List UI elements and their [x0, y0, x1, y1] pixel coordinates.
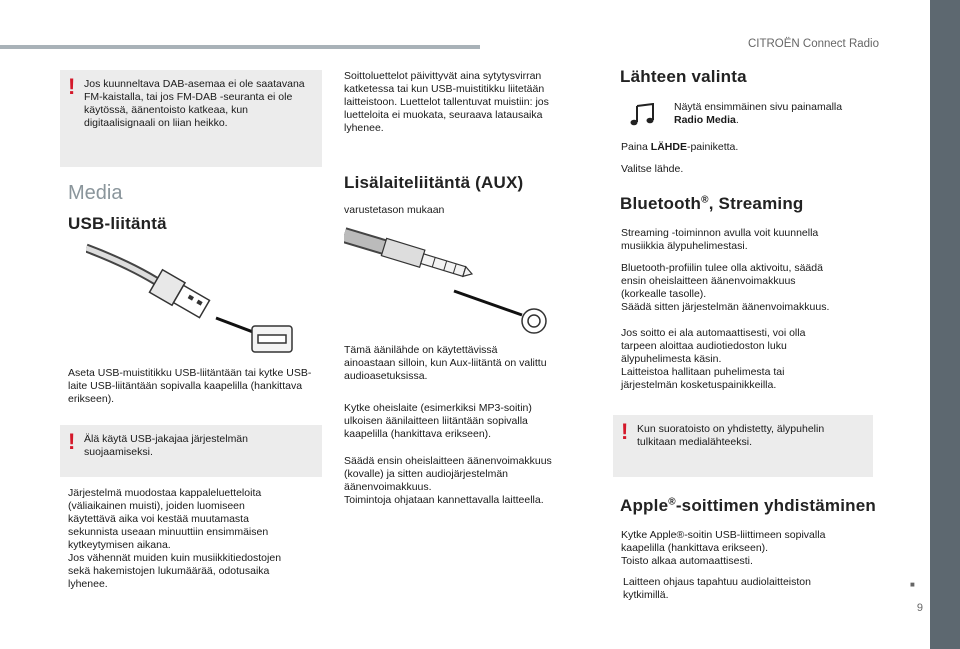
page-marker: ■ [910, 580, 915, 589]
text-line: sekä hakemistojen lukumäärää, odotusaika [68, 565, 270, 577]
text-line: Säädä ensin oheislaitteen äänenvoimakkuus [344, 455, 552, 467]
side-bar [930, 0, 960, 649]
text-line: Bluetooth-profiilin tulee olla aktivoitu, säädä [621, 262, 823, 274]
text-line: sekunnista useaan minuuttiin ensimmäisen [68, 526, 269, 538]
press-source-text [621, 141, 738, 154]
usb-illustration [86, 243, 296, 358]
text-line: Toisto alkaa automaattisesti. [621, 555, 753, 567]
warning-note-streaming [613, 415, 873, 477]
text-line: Kytke oheislaite (esimerkiksi MP3-soitin) [344, 402, 532, 414]
warning-icon: ! [68, 74, 76, 99]
text-line: audioasetuksissa. [344, 370, 428, 382]
text-line: musiikkia älypuhelimestasi. [621, 240, 748, 252]
aux-jack-illustration [344, 225, 554, 335]
warning-text: Jos kuunneltava DAB-asemaa ei ole saatavana FM-kaistalla, tai jos FM-DAB -seuranta ei ole käytössä, äänentoisto katkeaa, kun digitaalisignaali on liian heikko. [84, 78, 305, 129]
aux-plug [381, 238, 474, 282]
heading-text: Bluetooth [620, 194, 702, 213]
apple-connect-paragraph [621, 529, 881, 568]
text-line: (korkealle tasolle). [621, 288, 707, 300]
source-instruction [674, 101, 874, 127]
usb-heading: USB-liitäntä [68, 214, 167, 233]
text-fragment: Paina [621, 141, 651, 153]
text-line: äänenvoimakkuus. [344, 481, 432, 493]
text-line: Soittoluettelot päivittyvät aina sytytysvirran [344, 70, 542, 82]
warning-note-usb-hub [60, 425, 322, 477]
warning-icon: ! [621, 419, 629, 444]
text-line: Kytke Apple®-soitin USB-liittimeen sopivalla [621, 529, 826, 541]
source-button-label: LÄHDE [650, 141, 687, 153]
heading-text: Apple [620, 496, 669, 515]
text-line: älypuhelimesta käsin. [621, 353, 722, 365]
playlist-update-paragraph [344, 70, 604, 135]
aux-availability-paragraph [344, 344, 604, 383]
text-line: Säädä sitten järjestelmän äänenvoimakkuus. [621, 301, 830, 313]
music-note-icon [630, 103, 656, 127]
text-line: käytettävä aika voi kestää muutamasta [68, 513, 249, 525]
text-fragment: -painiketta. [686, 141, 739, 153]
pointer-line [454, 291, 522, 315]
apple-heading [620, 496, 876, 516]
text-line: Jos soitto ei ala automaattisesti, voi olla [621, 327, 806, 339]
source-heading: Lähteen valinta [620, 67, 747, 86]
warning-text: Älä käytä USB-jakajaa järjestelmän suojaamiseksi. [84, 433, 248, 458]
aux-heading: Lisälaiteliitäntä (AUX) [344, 173, 524, 192]
text-line: (väliaikainen muisti), joiden luomiseen [68, 500, 245, 512]
heading-text: , Streaming [708, 194, 804, 213]
text-line: katketessa tai kun USB-muistitikku liitetään [344, 83, 545, 95]
text-line: Laitteistoa hallitaan puhelimesta tai [621, 366, 785, 378]
usb-plug [150, 270, 211, 321]
text-line: luetteloita ei muokata, seuraava latausaika [344, 109, 543, 121]
media-heading: Media [68, 182, 123, 204]
text-line: kytkeytymisen aikana. [68, 539, 171, 551]
apple-control-paragraph [623, 576, 883, 602]
warning-icon: ! [68, 429, 76, 454]
text-line: Laitteen ohjaus tapahtuu audiolaitteiston [623, 576, 811, 588]
text-line: laitteistoon. Luettelot tallentuvat muistiin: jos [344, 96, 549, 108]
text-fragment: Näytä ensimmäinen sivu painamalla [674, 101, 843, 113]
heading-text: -soittimen yhdistäminen [675, 496, 876, 515]
text-line: järjestelmän kosketuspainikkeilla. [621, 379, 777, 391]
text-line: (kovalle) ja sitten audiojärjestelmän [344, 468, 508, 480]
usb-instructions: Aseta USB-muistitikku USB-liitäntään tai kytke USB-laite USB-liitäntään sopivalla kaapelilla (hankittava erikseen). [68, 367, 312, 405]
text-line: Järjestelmä muodostaa kappaleluetteloita [68, 487, 262, 499]
bt-profile-paragraph [621, 262, 881, 314]
playlist-paragraph [68, 487, 328, 591]
text-line: kaapelilla (hankittava erikseen). [621, 542, 769, 554]
registered-mark: ® [668, 496, 676, 508]
warning-note-dab [60, 70, 322, 167]
bt-streaming-paragraph [621, 227, 881, 253]
text-line: ainoastaan silloin, kun Aux-liitäntä on valittu [344, 357, 547, 369]
bt-playback-paragraph [621, 327, 881, 392]
aux-connect-paragraph [344, 402, 604, 441]
header-title: CITROËN Connect Radio [747, 38, 879, 50]
page-number: 9 [916, 602, 923, 614]
text-line: Jos vähennät muiden kuin musiikkitiedostojen [68, 552, 282, 564]
text-fragment: . [735, 114, 739, 126]
aux-volume-paragraph [344, 455, 604, 507]
text-line: tarpeen aloittaa audiotiedoston luku [621, 340, 787, 352]
registered-mark: ® [701, 194, 709, 206]
text-line: Tämä äänilähde on käytettävissä [344, 344, 498, 356]
bluetooth-heading [620, 194, 803, 214]
text-line: Streaming -toiminnon avulla voit kuunnella [621, 227, 819, 239]
text-line: lyhenee. [344, 122, 384, 134]
text-line: kytkimillä. [623, 589, 669, 601]
text-line: kaapelilla (hankittava erikseen). [344, 428, 492, 440]
text-line: ulkoisen äänilaitteen liitäntään sopivalla [344, 415, 528, 427]
aux-subtitle: varustetason mukaan [344, 204, 445, 216]
radio-media-label: Radio Media [674, 114, 736, 126]
text-line: lyhenee. [68, 578, 108, 590]
text-line: Toimintoja ohjataan kannettavalla laitteella. [344, 494, 544, 506]
text-line: ensin oheislaitteen äänenvoimakkuus [621, 275, 796, 287]
header-rule [0, 45, 480, 49]
warning-text: Kun suoratoisto on yhdistetty, älypuhelin tulkitaan medialähteeksi. [637, 423, 825, 448]
select-source-text: Valitse lähde. [621, 163, 684, 175]
